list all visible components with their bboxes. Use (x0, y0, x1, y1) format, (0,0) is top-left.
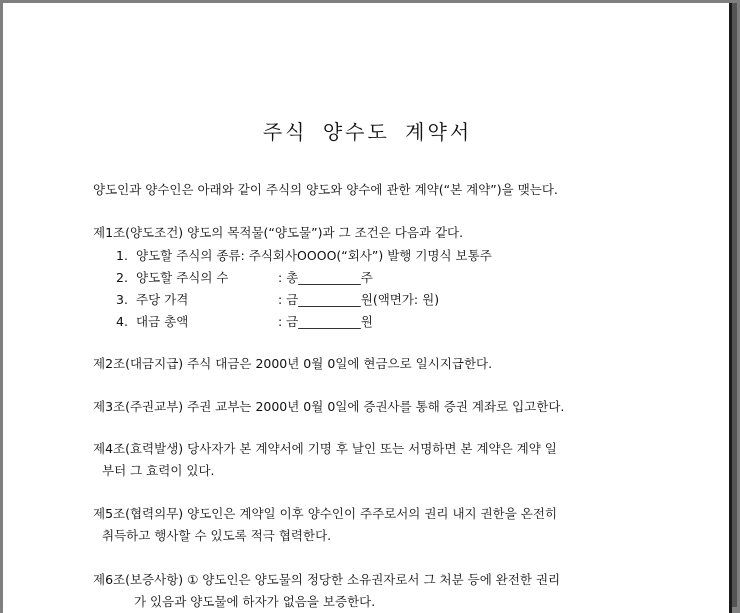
article-1-heading: 제1조(양도조건) 양도의 목적물(“양도물”)과 그 조건은 다음과 같다. (93, 225, 464, 240)
item-value: : 총__________주 (278, 270, 373, 285)
item-label: 양도할 주식의 수 (136, 270, 229, 285)
item-number: 2. (116, 270, 128, 285)
item-value: 주식회사OOOO(“회사”) 발행 기명식 보통주 (248, 248, 492, 263)
article-1-item (116, 289, 439, 311)
item-number: 4. (116, 314, 128, 329)
document-page (3, 3, 732, 613)
article-5-line-2: 취득하고 행사할 수 있도록 적극 협력한다. (102, 528, 332, 543)
article-1-item (116, 245, 492, 267)
article-5 (93, 503, 653, 547)
page-shadow (732, 3, 737, 607)
article-1-item (116, 311, 373, 333)
article-2: 제2조(대금지급) 주식 대금은 2000년 0월 0일에 현금으로 일시지급한다. (93, 356, 493, 371)
item-label: 양도할 주식의 종류: (136, 248, 245, 263)
item-number: 1. (116, 248, 128, 263)
item-label: 주당 가격 (136, 292, 189, 307)
item-label: 대금 총액 (136, 314, 189, 329)
article-6-line-2: 가 있음과 양도물에 하자가 없음을 보증한다. (134, 594, 376, 609)
article-1-item (116, 267, 373, 289)
document-title: 주식 양수도 계약서 (262, 120, 473, 144)
item-value: : 금__________원(액면가: 원) (278, 292, 440, 307)
item-number: 3. (116, 292, 128, 307)
article-4 (93, 438, 653, 482)
article-4-line-1: 제4조(효력발생) 당사자가 본 계약서에 기명 후 날인 또는 서명하면 본 계약은 계약 일 (93, 441, 557, 456)
article-3: 제3조(주권교부) 주권 교부는 2000년 0월 0일에 증권사를 통해 증권 계좌로 입고한다. (93, 399, 565, 414)
article-4-line-2: 부터 그 효력이 있다. (102, 463, 215, 478)
article-5-line-1: 제5조(협력의무) 양도인은 계약일 이후 양수인이 주주로서의 권리 내지 권한을 온전히 (93, 506, 558, 521)
item-value: : 금__________원 (278, 314, 373, 329)
article-6 (93, 569, 653, 613)
intro-paragraph: 양도인과 양수인은 아래와 같이 주식의 양도와 양수에 관한 계약(“본 계약”)을 맺는다. (93, 182, 558, 197)
article-6-line-1: 제6조(보증사항) ① 양도인은 양도물의 정당한 소유권자로서 그 처분 등에 완전한 권리 (93, 572, 561, 587)
